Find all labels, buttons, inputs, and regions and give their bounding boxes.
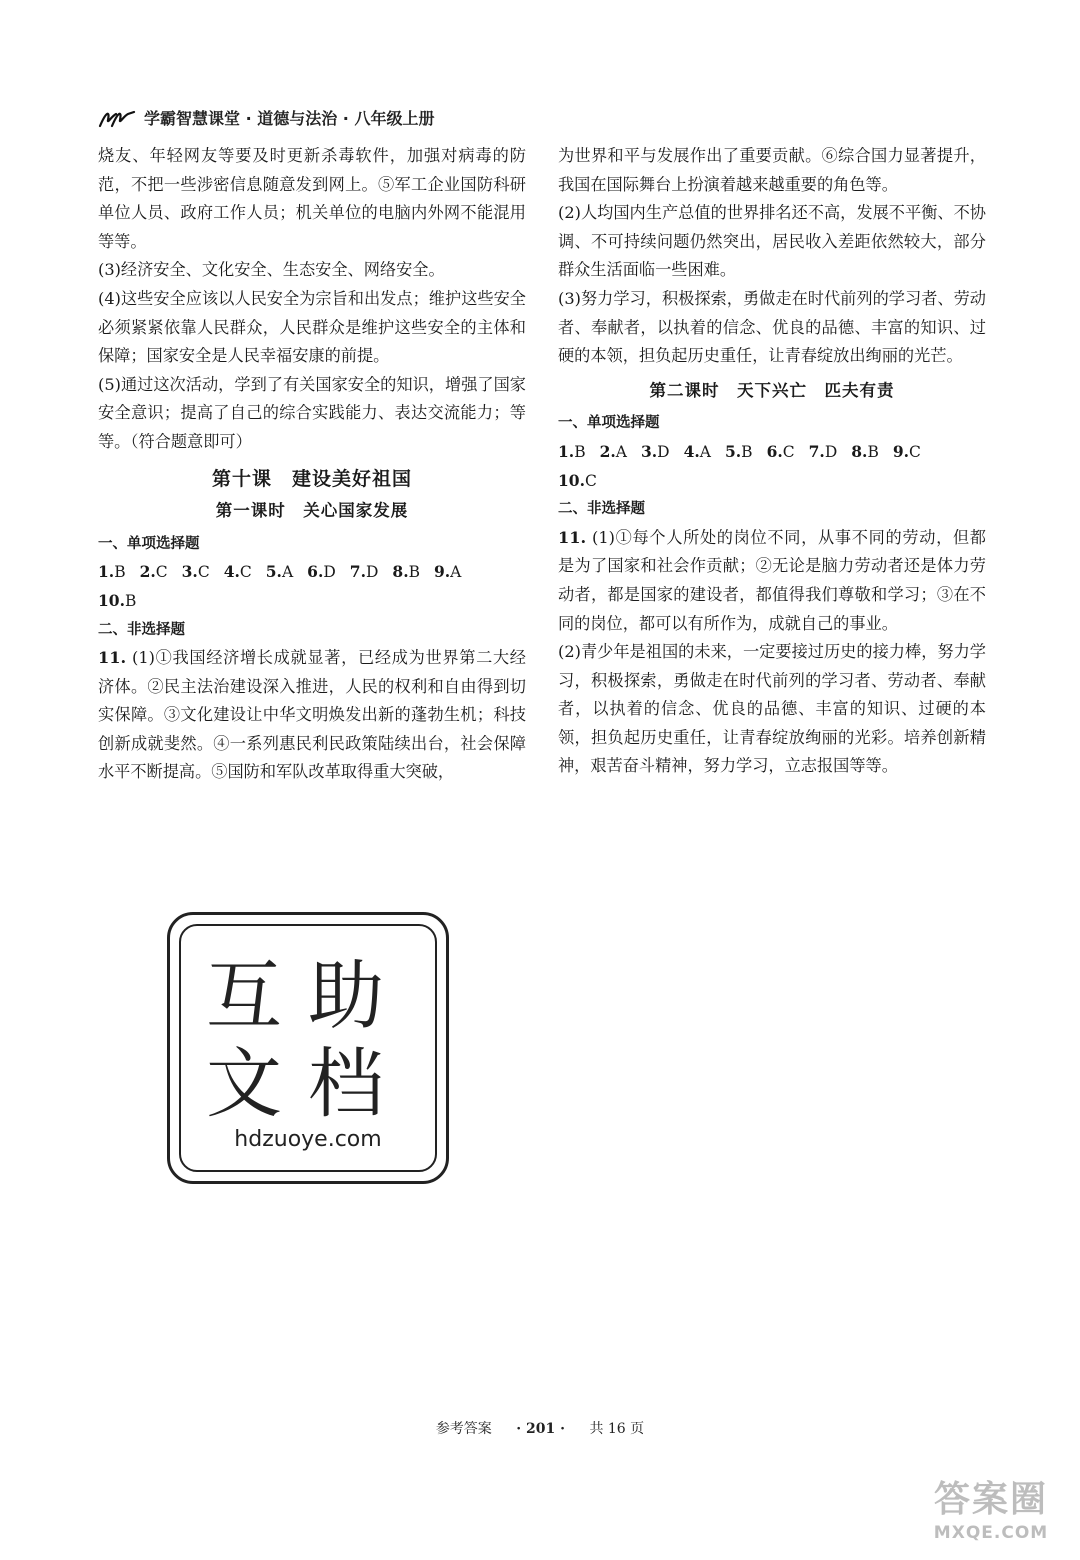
- answer-item: [558, 443, 586, 461]
- mxqe-watermark: [922, 1478, 1060, 1552]
- answer-row: [558, 467, 986, 496]
- left-paragraph-1: 烧友、年轻网友等要及时更新杀毒软件，加强对病毒的防范，不把一些涉密信息随意发到网上。⑤军工企业国防科研单位人员、政府工作人员；机关单位的电脑内外网不能混用等等。: [98, 146, 526, 251]
- hdzuoye-stamp: [167, 912, 449, 1184]
- answer-item: [767, 443, 795, 461]
- answer-item: [266, 563, 293, 581]
- answer-value: B: [114, 563, 126, 582]
- answer-row: [558, 438, 986, 467]
- answer-value: D: [365, 563, 379, 582]
- answer-value: A: [615, 442, 627, 461]
- answer-number: 8.: [392, 562, 409, 582]
- answer-value: C: [197, 563, 210, 582]
- answer-item: [307, 563, 336, 581]
- answer-number: 6.: [307, 562, 324, 582]
- answer-item: [851, 443, 879, 461]
- answer-item: [224, 563, 252, 581]
- answer-item: [684, 443, 711, 461]
- answer-row: [98, 587, 526, 616]
- answer-number: 5.: [265, 562, 282, 582]
- left-paragraph-4: (5)通过这次活动，学到了有关国家安全的知识，增强了国家安全意识；提高了自己的综合实践能力、表达交流能力；等等。（符合题意即可）: [98, 374, 526, 451]
- answer-item: [392, 563, 420, 581]
- answer-item: [893, 443, 921, 461]
- question-11-text: (1)①每个人所处的岗位不同，从事不同的劳动，但都是为了国家和社会作贡献；②无论是脑力劳动者还是体力劳动者，都是国家的建设者，都值得我们尊敬和学习；③在不同的岗位，都可以有所作为，成就自己的事业。: [558, 527, 986, 633]
- answer-value: C: [155, 563, 168, 582]
- answer-value: A: [450, 563, 462, 582]
- question-11: [558, 524, 986, 638]
- watermark-cn: 答案圈: [933, 1479, 1048, 1520]
- answer-value: C: [239, 563, 252, 582]
- answer-number: 10.: [98, 590, 125, 610]
- answer-number: 9.: [433, 562, 451, 582]
- answer-item: [725, 443, 753, 461]
- answer-number: 1.: [98, 562, 115, 582]
- answer-item: [434, 563, 461, 581]
- answer-value: D: [824, 442, 838, 461]
- right-paragraph-1: 为世界和平与发展作出了重要贡献。⑥综合国力显著提升，我国在国际舞台上扮演着越来越重要的角色等。: [558, 146, 986, 194]
- answer-row: [98, 558, 526, 587]
- answer-item: [558, 472, 597, 490]
- left-column: [98, 142, 526, 787]
- section-heading-nonchoice: 二、非选择题: [98, 621, 185, 638]
- answer-value: D: [657, 442, 670, 461]
- footer-label: 参考答案: [435, 1421, 492, 1437]
- stamp-url: hdzuoye.com: [234, 1127, 382, 1152]
- right-paragraph-2: (2)人均国内生产总值的世界排名还不高，发展不平衡、不协调、不可持续问题仍然突出，居民收入差距依然较大，部分群众生活面临一些困难。: [558, 203, 986, 280]
- answer-number: 4.: [683, 441, 700, 461]
- answer-value: B: [741, 442, 753, 461]
- answer-value: B: [574, 442, 586, 461]
- right-paragraph-3: (3)努力学习，积极探索，勇做走在时代前列的学习者、劳动者、奉献者，以执着的信念、优良的品德、丰富的知识、过硬的本领，担负起历史重任，让青春绽放出绚丽的光芒。: [558, 288, 986, 366]
- left-paragraph-2: (3)经济安全、文化安全、生态安全、网络安全。: [98, 260, 445, 280]
- answer-value: B: [867, 442, 879, 461]
- answer-number: 1.: [558, 441, 575, 461]
- lesson-title: 第十课 建设美好祖国: [211, 467, 412, 490]
- answer-value: B: [408, 563, 420, 582]
- answer-number: 3.: [181, 562, 198, 582]
- answer-item: [600, 443, 627, 461]
- page-footer: [0, 1418, 1080, 1438]
- answer-number: 6.: [766, 441, 783, 461]
- answer-value: A: [281, 563, 294, 582]
- page-count: 共 16 页: [589, 1421, 645, 1437]
- answer-number: 7.: [349, 562, 366, 582]
- right-column: [558, 142, 986, 781]
- answer-number: 2.: [599, 441, 616, 461]
- answer-number: 10.: [558, 470, 585, 490]
- watermark-en: MXQE.COM: [933, 1523, 1049, 1543]
- answer-number: 9.: [892, 441, 910, 461]
- section-heading-choice: 一、单项选择题: [98, 535, 200, 552]
- hh-logo-icon: [98, 108, 138, 128]
- answer-item: [809, 443, 838, 461]
- answer-value: C: [782, 442, 795, 461]
- question-11-part-2: (2)青少年是祖国的未来，一定要接过历史的接力棒，努力学习，积极探索，勇做走在时代前列的学习者、劳动者、奉献者，以执着的信念、优良的品德、丰富的知识、过硬的本领，担负起历史重任，让青春绽放绚丽的光彩。培养创新精神，艰苦奋斗精神，努力学习，立志报国等等。: [558, 642, 986, 776]
- answer-number: 7.: [808, 441, 825, 461]
- answer-item: [140, 563, 168, 581]
- answer-item: [98, 563, 126, 581]
- page-header: [98, 106, 434, 129]
- answer-value: B: [124, 591, 137, 610]
- answer-number: 4.: [223, 562, 240, 582]
- header-title: 学霸智慧课堂 · 道德与法治 · 八年级上册: [144, 109, 435, 128]
- answer-number: 3.: [640, 441, 658, 461]
- answer-item: [641, 443, 670, 461]
- page-number: · 201 ·: [516, 1421, 565, 1437]
- answer-number: 2.: [139, 562, 156, 582]
- stamp-text-row-1: 互助: [206, 951, 410, 1040]
- answer-value: C: [909, 442, 921, 461]
- answer-item: [182, 563, 210, 581]
- answer-number: 8.: [851, 441, 868, 461]
- question-11-text: (1)①我国经济增长成就显著，已经成为世界第二大经济体。②民主法治建设深入推进，人民的权利和自由得到切实保障。③文化建设让中华文明焕发出新的蓬勃生机；科技创新成就斐然。④一系列惠民利民政策陆续出台，社会保障水平不断提高。⑤国防和军队改革取得重大突破，: [98, 648, 526, 782]
- period-title-2: 第二课时 天下兴亡 匹夫有责: [649, 380, 895, 400]
- question-number: 11.: [558, 527, 587, 547]
- answer-item: [98, 592, 136, 610]
- answer-value: C: [584, 471, 597, 490]
- question-11: [98, 644, 526, 787]
- answer-value: D: [323, 563, 336, 582]
- left-paragraph-3: (4)这些安全应该以人民安全为宗旨和出发点；维护这些安全必须紧紧依靠人民群众，人民群众是维护这些安全的主体和保障；国家安全是人民幸福安康的前提。: [98, 288, 526, 366]
- answer-number: 5.: [724, 441, 742, 461]
- section-heading-nonchoice: 二、非选择题: [558, 501, 645, 518]
- section-heading-choice: 一、单项选择题: [558, 415, 660, 432]
- stamp-text-row-2: 文档: [206, 1039, 410, 1128]
- question-number: 11.: [98, 648, 127, 668]
- answer-item: [350, 563, 379, 581]
- answer-value: A: [699, 442, 711, 461]
- period-title-1: 第一课时 关心国家发展: [215, 501, 409, 521]
